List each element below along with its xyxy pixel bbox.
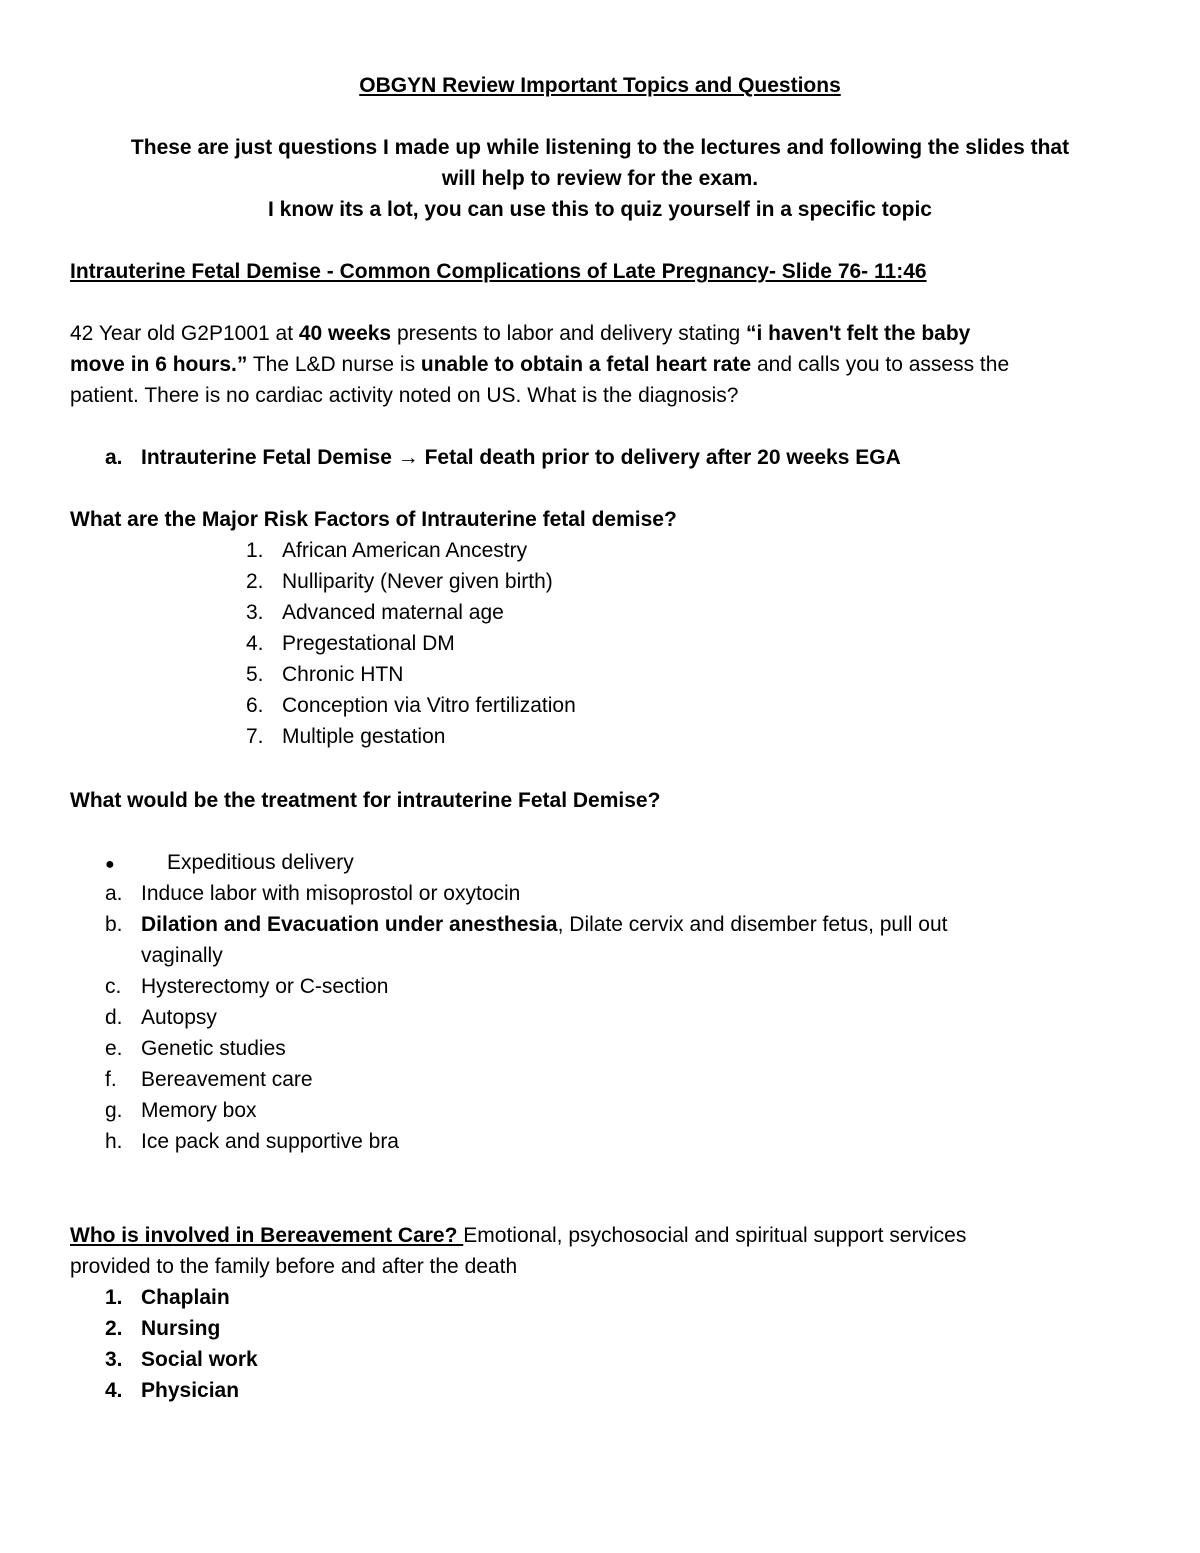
intro-line-1: These are just questions I made up while listening to the lectures and following the slides that xyxy=(130,136,1070,159)
case-emphasis: “i haven't felt the baby xyxy=(745,322,971,345)
list-item xyxy=(105,1126,399,1157)
list-number: 5. xyxy=(246,663,264,686)
case-emphasis: move in 6 hours.” xyxy=(70,353,248,376)
list-number: 6. xyxy=(246,694,264,717)
list-marker: d. xyxy=(105,1006,123,1029)
list-item xyxy=(246,721,446,752)
list-item-text: Nulliparity (Never given birth) xyxy=(282,570,553,593)
document-title: OBGYN Review Important Topics and Questions xyxy=(359,74,841,97)
list-item xyxy=(105,909,948,940)
list-item xyxy=(105,1313,221,1344)
case-text: presents to labor and delivery stating xyxy=(391,322,746,345)
list-item-text: Physician xyxy=(141,1379,240,1402)
bereavement-text: Emotional, psychosocial and spiritual support services xyxy=(463,1224,967,1247)
list-number: 4. xyxy=(246,632,264,655)
list-item-text: Bereavement care xyxy=(141,1068,313,1091)
list-item xyxy=(246,597,504,628)
list-item-text: Ice pack and supportive bra xyxy=(141,1130,399,1153)
list-marker: g. xyxy=(105,1099,123,1122)
list-marker: a. xyxy=(105,882,123,905)
list-marker: e. xyxy=(105,1037,123,1060)
list-item xyxy=(105,1064,313,1095)
list-item xyxy=(105,1002,217,1033)
list-marker: h. xyxy=(105,1130,123,1153)
case-emphasis: unable to obtain a fetal heart rate xyxy=(420,353,752,376)
list-item-continuation: vaginally xyxy=(141,944,223,967)
case-emphasis: 40 weeks xyxy=(298,322,392,345)
case-text: 42 Year old G2P1001 at xyxy=(70,322,299,345)
intro-line-2: will help to review for the exam. xyxy=(441,167,759,190)
bereavement-paragraph-line-2: provided to the family before and after the death xyxy=(70,1255,518,1278)
list-item xyxy=(246,659,404,690)
case-text: The L&D nurse is xyxy=(247,353,421,376)
list-item xyxy=(246,566,553,597)
answer-marker: a. xyxy=(105,446,123,469)
list-marker: b. xyxy=(105,913,123,936)
list-number: 1. xyxy=(105,1286,123,1309)
list-item xyxy=(105,847,354,880)
case-paragraph-line-2 xyxy=(70,349,1009,380)
list-item xyxy=(105,1095,257,1126)
list-item xyxy=(105,971,389,1002)
treatment-text: , Dilate cervix and disember fetus, pull out xyxy=(557,913,948,936)
list-item-text: Multiple gestation xyxy=(282,725,446,748)
list-number: 2. xyxy=(105,1317,123,1340)
list-item-text: Induce labor with misoprostol or oxytocin xyxy=(141,882,521,905)
list-item xyxy=(246,628,455,659)
list-item xyxy=(246,690,576,721)
list-number: 7. xyxy=(246,725,264,748)
list-item-text: Hysterectomy or C-section xyxy=(141,975,389,998)
list-item xyxy=(105,1375,240,1406)
list-item-text: Nursing xyxy=(141,1317,221,1340)
list-item xyxy=(105,878,521,909)
list-item-text: Memory box xyxy=(141,1099,257,1122)
case-text: and calls you to assess the xyxy=(751,353,1010,376)
section-heading-fetal-demise: Intrauterine Fetal Demise - Common Complications of Late Pregnancy- Slide 76- 11:46 xyxy=(70,260,927,283)
diagnosis-answer: Intrauterine Fetal Demise → Fetal death prior to delivery after 20 weeks EGA xyxy=(141,446,901,469)
list-item xyxy=(105,1033,286,1064)
list-item-text: Chaplain xyxy=(141,1286,230,1309)
list-number: 3. xyxy=(246,601,264,624)
list-item-text xyxy=(141,909,947,940)
list-marker: f. xyxy=(105,1068,117,1091)
list-item xyxy=(246,535,528,566)
list-item-text: Chronic HTN xyxy=(282,663,404,686)
list-item-text: Social work xyxy=(141,1348,258,1371)
list-number: 1. xyxy=(246,539,264,562)
list-item xyxy=(105,1282,230,1313)
treatment-question: What would be the treatment for intrauterine Fetal Demise? xyxy=(70,789,661,812)
list-item-text: Pregestational DM xyxy=(282,632,455,655)
list-marker: c. xyxy=(105,975,122,998)
list-item-text: Advanced maternal age xyxy=(282,601,504,624)
bereavement-paragraph-line-1 xyxy=(70,1220,966,1251)
list-item-text: Autopsy xyxy=(141,1006,217,1029)
risk-factors-question: What are the Major Risk Factors of Intrauterine fetal demise? xyxy=(70,508,677,531)
list-number: 4. xyxy=(105,1379,123,1402)
bullet-icon: ● xyxy=(105,856,115,873)
list-item-text: Expeditious delivery xyxy=(167,851,354,874)
list-item xyxy=(105,1344,258,1375)
intro-line-3: I know its a lot, you can use this to quiz yourself in a specific topic xyxy=(268,198,932,221)
list-item-text: Conception via Vitro fertilization xyxy=(282,694,576,717)
case-paragraph-line-3: patient. There is no cardiac activity noted on US. What is the diagnosis? xyxy=(70,384,739,407)
list-number: 2. xyxy=(246,570,264,593)
bereavement-heading: Who is involved in Bereavement Care? xyxy=(70,1224,464,1247)
case-paragraph-line-1 xyxy=(70,318,970,349)
treatment-emphasis: Dilation and Evacuation under anesthesia xyxy=(141,913,558,936)
list-item-text: African American Ancestry xyxy=(282,539,528,562)
list-item-text: Genetic studies xyxy=(141,1037,286,1060)
list-number: 3. xyxy=(105,1348,123,1371)
